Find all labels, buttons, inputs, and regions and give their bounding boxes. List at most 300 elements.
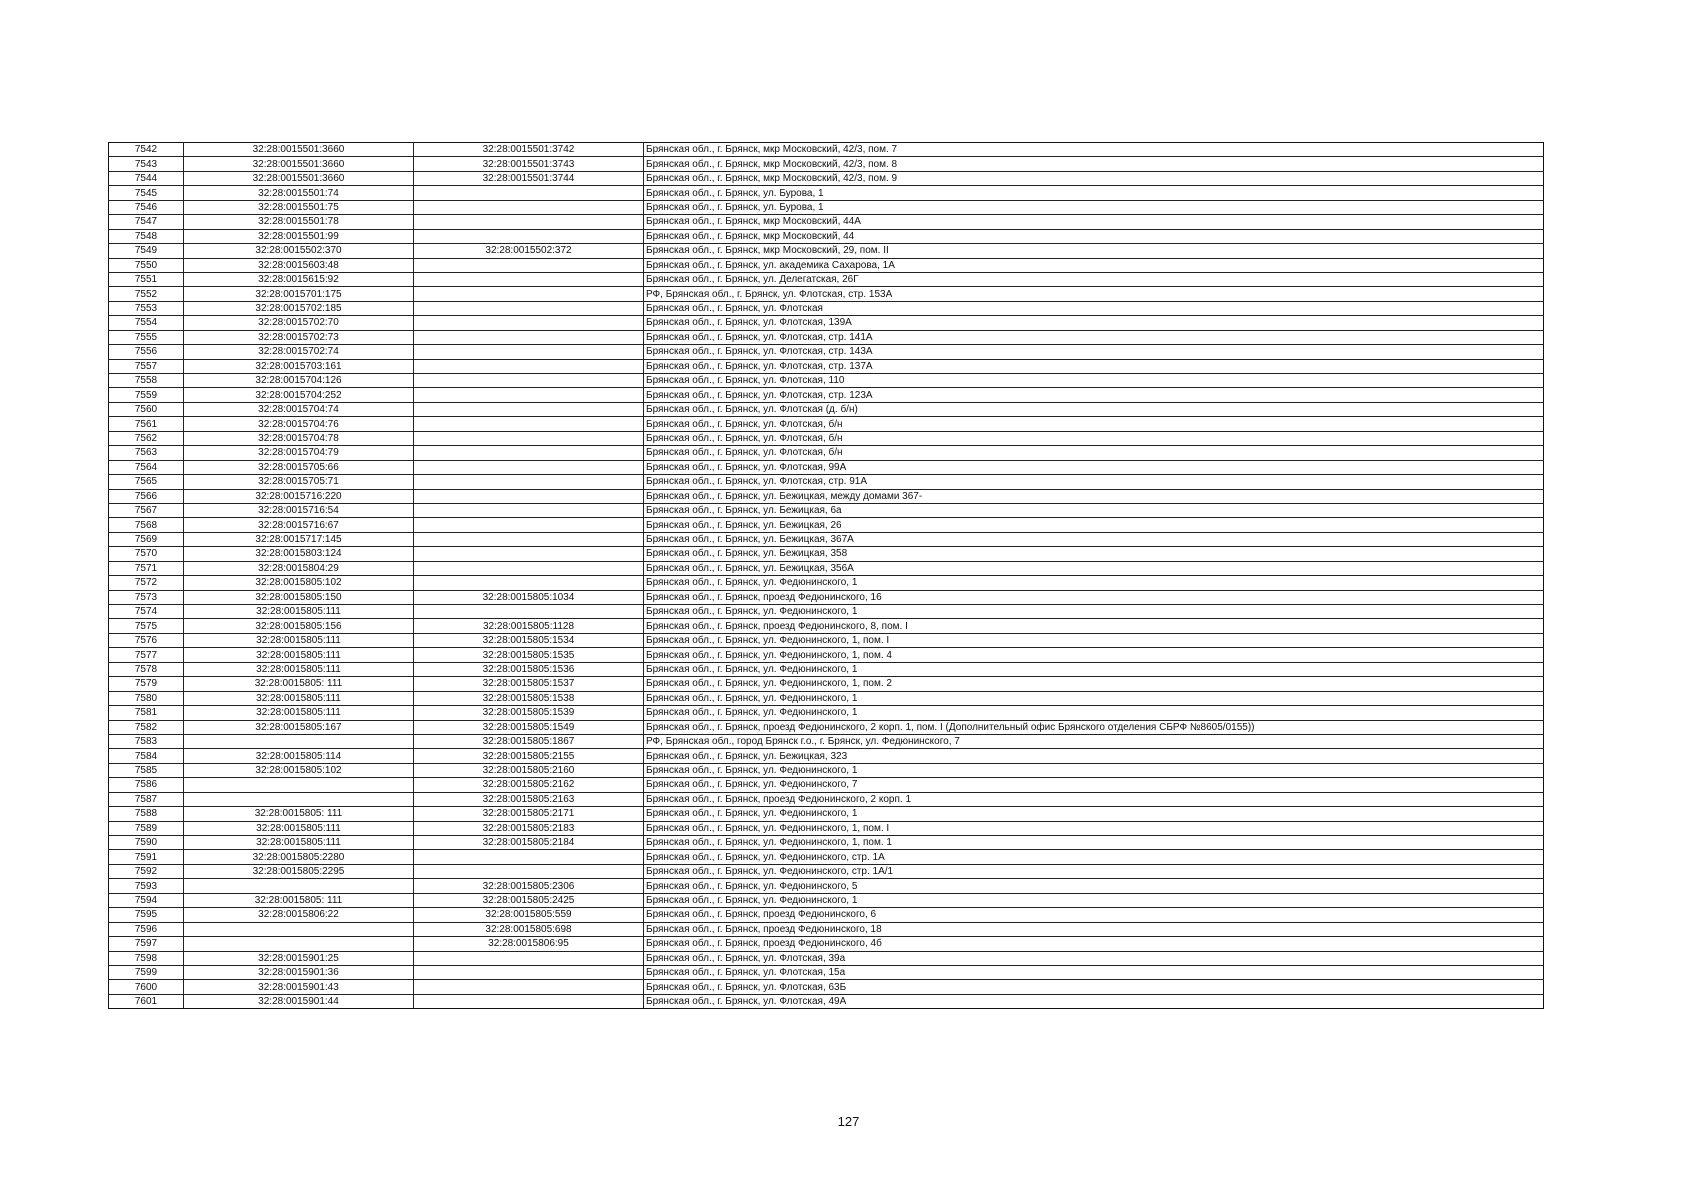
address-cell: Брянская обл., г. Брянск, проезд Федюнинского, 2 корп. 1 <box>644 792 1544 806</box>
cadastral-number-cell: 32:28:0015502:370 <box>184 244 414 258</box>
object-cadastral-number-cell <box>414 532 644 546</box>
row-number-cell: 7582 <box>109 720 184 734</box>
cadastral-number-cell <box>184 937 414 951</box>
row-number-cell: 7601 <box>109 994 184 1008</box>
cadastral-number-cell: 32:28:0015805:167 <box>184 720 414 734</box>
table-row <box>109 475 1544 489</box>
cadastral-number-cell: 32:28:0015805:2295 <box>184 864 414 878</box>
object-cadastral-number-cell <box>414 460 644 474</box>
cadastral-number-cell: 32:28:0015702:74 <box>184 345 414 359</box>
table-row <box>109 460 1544 474</box>
table-row <box>109 922 1544 936</box>
cadastral-number-cell: 32:28:0015805: 111 <box>184 893 414 907</box>
table-row <box>109 633 1544 647</box>
cadastral-number-cell: 32:28:0015704:252 <box>184 388 414 402</box>
table-row <box>109 431 1544 445</box>
object-cadastral-number-cell: 32:28:0015805:698 <box>414 922 644 936</box>
address-cell: Брянская обл., г. Брянск, ул. Флотская, стр. 141А <box>644 330 1544 344</box>
row-number-cell: 7555 <box>109 330 184 344</box>
table-row <box>109 258 1544 272</box>
object-cadastral-number-cell <box>414 994 644 1008</box>
address-cell: Брянская обл., г. Брянск, проезд Федюнинского, 18 <box>644 922 1544 936</box>
cadastral-number-cell: 32:28:0015803:124 <box>184 547 414 561</box>
row-number-cell: 7590 <box>109 836 184 850</box>
row-number-cell: 7560 <box>109 402 184 416</box>
row-number-cell: 7580 <box>109 691 184 705</box>
cadastral-number-cell <box>184 778 414 792</box>
object-cadastral-number-cell <box>414 215 644 229</box>
table-row <box>109 532 1544 546</box>
object-cadastral-number-cell: 32:28:0015805:1535 <box>414 648 644 662</box>
table-row <box>109 605 1544 619</box>
address-cell: РФ, Брянская обл., город Брянск г.о., г. Брянск, ул. Федюнинского, 7 <box>644 734 1544 748</box>
cadastral-number-cell: 32:28:0015703:161 <box>184 359 414 373</box>
table-row <box>109 691 1544 705</box>
table-row <box>109 316 1544 330</box>
row-number-cell: 7564 <box>109 460 184 474</box>
cadastral-number-cell: 32:28:0015705:66 <box>184 460 414 474</box>
row-number-cell: 7563 <box>109 446 184 460</box>
object-cadastral-number-cell <box>414 980 644 994</box>
row-number-cell: 7577 <box>109 648 184 662</box>
row-number-cell: 7571 <box>109 561 184 575</box>
object-cadastral-number-cell: 32:28:0015805:1536 <box>414 662 644 676</box>
cadastral-number-cell: 32:28:0015901:25 <box>184 951 414 965</box>
table-row <box>109 561 1544 575</box>
object-cadastral-number-cell: 32:28:0015805:559 <box>414 908 644 922</box>
row-number-cell: 7549 <box>109 244 184 258</box>
table-row <box>109 662 1544 676</box>
object-cadastral-number-cell: 32:28:0015805:2155 <box>414 749 644 763</box>
table-row <box>109 734 1544 748</box>
object-cadastral-number-cell: 32:28:0015501:3744 <box>414 171 644 185</box>
table-row <box>109 215 1544 229</box>
row-number-cell: 7585 <box>109 763 184 777</box>
cadastral-number-cell <box>184 734 414 748</box>
cadastral-number-cell: 32:28:0015805:111 <box>184 821 414 835</box>
address-cell: Брянская обл., г. Брянск, мкр Московский, 44А <box>644 215 1544 229</box>
table-row <box>109 619 1544 633</box>
table-row <box>109 330 1544 344</box>
cadastral-number-cell: 32:28:0015805:114 <box>184 749 414 763</box>
table-row <box>109 778 1544 792</box>
object-cadastral-number-cell <box>414 850 644 864</box>
table-row <box>109 345 1544 359</box>
row-number-cell: 7542 <box>109 143 184 157</box>
table-row <box>109 157 1544 171</box>
cadastral-number-cell: 32:28:0015805:102 <box>184 763 414 777</box>
table-row <box>109 720 1544 734</box>
address-cell: Брянская обл., г. Брянск, ул. академика Сахарова, 1А <box>644 258 1544 272</box>
table-row <box>109 792 1544 806</box>
object-cadastral-number-cell: 32:28:0015805:2160 <box>414 763 644 777</box>
object-cadastral-number-cell <box>414 345 644 359</box>
address-cell: Брянская обл., г. Брянск, ул. Флотская, 139А <box>644 316 1544 330</box>
table-row <box>109 547 1544 561</box>
object-cadastral-number-cell: 32:28:0015805:1537 <box>414 677 644 691</box>
cadastral-number-cell: 32:28:0015704:126 <box>184 374 414 388</box>
object-cadastral-number-cell <box>414 446 644 460</box>
row-number-cell: 7588 <box>109 807 184 821</box>
object-cadastral-number-cell: 32:28:0015805:2184 <box>414 836 644 850</box>
table-row <box>109 143 1544 157</box>
cadastral-number-cell: 32:28:0015805: 111 <box>184 807 414 821</box>
address-cell: Брянская обл., г. Брянск, ул. Федюнинского, 1 <box>644 763 1544 777</box>
table-row <box>109 229 1544 243</box>
object-cadastral-number-cell <box>414 503 644 517</box>
row-number-cell: 7599 <box>109 965 184 979</box>
table-row <box>109 850 1544 864</box>
row-number-cell: 7598 <box>109 951 184 965</box>
row-number-cell: 7562 <box>109 431 184 445</box>
cadastral-number-cell: 32:28:0015805:111 <box>184 706 414 720</box>
address-cell: Брянская обл., г. Брянск, ул. Федюнинского, 1 <box>644 691 1544 705</box>
object-cadastral-number-cell <box>414 287 644 301</box>
row-number-cell: 7579 <box>109 677 184 691</box>
object-cadastral-number-cell: 32:28:0015805:2425 <box>414 893 644 907</box>
cadastral-number-cell: 32:28:0015805:111 <box>184 662 414 676</box>
address-cell: Брянская обл., г. Брянск, ул. Федюнинского, 1 <box>644 576 1544 590</box>
row-number-cell: 7567 <box>109 503 184 517</box>
cadastral-number-cell: 32:28:0015501:99 <box>184 229 414 243</box>
object-cadastral-number-cell: 32:28:0015805:1539 <box>414 706 644 720</box>
cadastral-number-cell <box>184 922 414 936</box>
address-cell: Брянская обл., г. Брянск, проезд Федюнинского, 4б <box>644 937 1544 951</box>
object-cadastral-number-cell <box>414 316 644 330</box>
address-cell: Брянская обл., г. Брянск, ул. Бежицкая, между домами 367- <box>644 489 1544 503</box>
object-cadastral-number-cell <box>414 475 644 489</box>
registry-table-body <box>109 143 1544 1009</box>
address-cell: Брянская обл., г. Брянск, ул. Бежицкая, 6а <box>644 503 1544 517</box>
address-cell: Брянская обл., г. Брянск, ул. Флотская, стр. 143А <box>644 345 1544 359</box>
object-cadastral-number-cell: 32:28:0015805:1034 <box>414 590 644 604</box>
table-row <box>109 388 1544 402</box>
table-row <box>109 836 1544 850</box>
cadastral-number-cell: 32:28:0015702:185 <box>184 301 414 315</box>
address-cell: Брянская обл., г. Брянск, ул. Федюнинского, 5 <box>644 879 1544 893</box>
object-cadastral-number-cell <box>414 417 644 431</box>
table-row <box>109 503 1544 517</box>
object-cadastral-number-cell: 32:28:0015805:1534 <box>414 633 644 647</box>
row-number-cell: 7554 <box>109 316 184 330</box>
row-number-cell: 7596 <box>109 922 184 936</box>
cadastral-number-cell: 32:28:0015704:74 <box>184 402 414 416</box>
table-row <box>109 749 1544 763</box>
row-number-cell: 7574 <box>109 605 184 619</box>
object-cadastral-number-cell <box>414 229 644 243</box>
cadastral-number-cell: 32:28:0015805:111 <box>184 648 414 662</box>
address-cell: Брянская обл., г. Брянск, ул. Федюнинского, 1, пом. 2 <box>644 677 1544 691</box>
address-cell: Брянская обл., г. Брянск, проезд Федюнинского, 16 <box>644 590 1544 604</box>
cadastral-number-cell: 32:28:0015501:74 <box>184 186 414 200</box>
row-number-cell: 7568 <box>109 518 184 532</box>
cadastral-number-cell: 32:28:0015805:102 <box>184 576 414 590</box>
cadastral-number-cell: 32:28:0015805:150 <box>184 590 414 604</box>
table-row <box>109 374 1544 388</box>
object-cadastral-number-cell <box>414 388 644 402</box>
row-number-cell: 7594 <box>109 893 184 907</box>
object-cadastral-number-cell <box>414 272 644 286</box>
row-number-cell: 7572 <box>109 576 184 590</box>
address-cell: Брянская обл., г. Брянск, ул. Флотская, 39а <box>644 951 1544 965</box>
row-number-cell: 7551 <box>109 272 184 286</box>
address-cell: Брянская обл., г. Брянск, ул. Флотская, стр. 123А <box>644 388 1544 402</box>
table-row <box>109 244 1544 258</box>
address-cell: Брянская обл., г. Брянск, ул. Бежицкая, 356А <box>644 561 1544 575</box>
row-number-cell: 7583 <box>109 734 184 748</box>
address-cell: Брянская обл., г. Брянск, мкр Московский, 42/3, пом. 8 <box>644 157 1544 171</box>
address-cell: Брянская обл., г. Брянск, мкр Московский, 42/3, пом. 7 <box>644 143 1544 157</box>
address-cell: Брянская обл., г. Брянск, ул. Флотская (д. б/н) <box>644 402 1544 416</box>
table-row <box>109 287 1544 301</box>
row-number-cell: 7550 <box>109 258 184 272</box>
object-cadastral-number-cell: 32:28:0015805:2163 <box>414 792 644 806</box>
row-number-cell: 7591 <box>109 850 184 864</box>
object-cadastral-number-cell <box>414 547 644 561</box>
address-cell: Брянская обл., г. Брянск, проезд Федюнинского, 2 корп. 1, пом. I (Дополнительный офис Брянского отделения СБРФ №8605/0155)) <box>644 720 1544 734</box>
table-row <box>109 489 1544 503</box>
address-cell: Брянская обл., г. Брянск, ул. Федюнинского, стр. 1А/1 <box>644 864 1544 878</box>
cadastral-number-cell: 32:28:0015704:76 <box>184 417 414 431</box>
address-cell: Брянская обл., г. Брянск, ул. Федюнинского, 1, пом. 4 <box>644 648 1544 662</box>
table-row <box>109 893 1544 907</box>
cadastral-number-cell: 32:28:0015702:70 <box>184 316 414 330</box>
cadastral-number-cell: 32:28:0015716:54 <box>184 503 414 517</box>
table-row <box>109 677 1544 691</box>
cadastral-number-cell: 32:28:0015501:3660 <box>184 157 414 171</box>
object-cadastral-number-cell: 32:28:0015805:1867 <box>414 734 644 748</box>
cadastral-number-cell: 32:28:0015716:220 <box>184 489 414 503</box>
row-number-cell: 7600 <box>109 980 184 994</box>
address-cell: Брянская обл., г. Брянск, ул. Флотская, 99А <box>644 460 1544 474</box>
row-number-cell: 7578 <box>109 662 184 676</box>
row-number-cell: 7558 <box>109 374 184 388</box>
object-cadastral-number-cell: 32:28:0015501:3743 <box>414 157 644 171</box>
cadastral-number-cell: 32:28:0015806:22 <box>184 908 414 922</box>
address-cell: Брянская обл., г. Брянск, ул. Флотская, стр. 137А <box>644 359 1544 373</box>
table-row <box>109 272 1544 286</box>
table-row <box>109 821 1544 835</box>
row-number-cell: 7589 <box>109 821 184 835</box>
address-cell: Брянская обл., г. Брянск, проезд Федюнинского, 8, пом. I <box>644 619 1544 633</box>
table-row <box>109 908 1544 922</box>
address-cell: Брянская обл., г. Брянск, ул. Федюнинского, 1, пом. 1 <box>644 836 1544 850</box>
table-row <box>109 706 1544 720</box>
object-cadastral-number-cell: 32:28:0015805:1128 <box>414 619 644 633</box>
table-row <box>109 951 1544 965</box>
cadastral-number-cell: 32:28:0015901:43 <box>184 980 414 994</box>
table-row <box>109 965 1544 979</box>
address-cell: Брянская обл., г. Брянск, ул. Федюнинского, 1, пом. I <box>644 633 1544 647</box>
row-number-cell: 7595 <box>109 908 184 922</box>
cadastral-number-cell: 32:28:0015717:145 <box>184 532 414 546</box>
row-number-cell: 7552 <box>109 287 184 301</box>
cadastral-number-cell: 32:28:0015704:78 <box>184 431 414 445</box>
address-cell: Брянская обл., г. Брянск, ул. Флотская, б/н <box>644 431 1544 445</box>
table-row <box>109 402 1544 416</box>
address-cell: Брянская обл., г. Брянск, проезд Федюнинского, 6 <box>644 908 1544 922</box>
address-cell: Брянская обл., г. Брянск, ул. Флотская <box>644 301 1544 315</box>
cadastral-number-cell: 32:28:0015805:111 <box>184 633 414 647</box>
row-number-cell: 7548 <box>109 229 184 243</box>
row-number-cell: 7592 <box>109 864 184 878</box>
table-row <box>109 417 1544 431</box>
cadastral-number-cell <box>184 879 414 893</box>
table-row <box>109 879 1544 893</box>
object-cadastral-number-cell <box>414 951 644 965</box>
object-cadastral-number-cell <box>414 431 644 445</box>
address-cell: Брянская обл., г. Брянск, ул. Бежицкая, 367А <box>644 532 1544 546</box>
table-row <box>109 590 1544 604</box>
address-cell: Брянская обл., г. Брянск, ул. Бежицкая, 323 <box>644 749 1544 763</box>
cadastral-number-cell: 32:28:0015702:73 <box>184 330 414 344</box>
address-cell: Брянская обл., г. Брянск, ул. Флотская, 49А <box>644 994 1544 1008</box>
address-cell: Брянская обл., г. Брянск, ул. Делегатская, 26Г <box>644 272 1544 286</box>
row-number-cell: 7546 <box>109 200 184 214</box>
table-row <box>109 518 1544 532</box>
row-number-cell: 7543 <box>109 157 184 171</box>
cadastral-number-cell: 32:28:0015805:111 <box>184 836 414 850</box>
cadastral-number-cell: 32:28:0015705:71 <box>184 475 414 489</box>
row-number-cell: 7593 <box>109 879 184 893</box>
object-cadastral-number-cell: 32:28:0015805:1549 <box>414 720 644 734</box>
row-number-cell: 7557 <box>109 359 184 373</box>
row-number-cell: 7573 <box>109 590 184 604</box>
row-number-cell: 7570 <box>109 547 184 561</box>
address-cell: Брянская обл., г. Брянск, ул. Федюнинского, 1, пом. I <box>644 821 1544 835</box>
row-number-cell: 7584 <box>109 749 184 763</box>
cadastral-number-cell: 32:28:0015704:79 <box>184 446 414 460</box>
object-cadastral-number-cell <box>414 561 644 575</box>
cadastral-number-cell: 32:28:0015501:3660 <box>184 171 414 185</box>
address-cell: Брянская обл., г. Брянск, ул. Федюнинского, 7 <box>644 778 1544 792</box>
table-row <box>109 937 1544 951</box>
address-cell: Брянская обл., г. Брянск, мкр Московский, 29, пом. II <box>644 244 1544 258</box>
table-row <box>109 171 1544 185</box>
object-cadastral-number-cell <box>414 301 644 315</box>
row-number-cell: 7559 <box>109 388 184 402</box>
cadastral-number-cell: 32:28:0015805:2280 <box>184 850 414 864</box>
address-cell: Брянская обл., г. Брянск, ул. Флотская, стр. 91А <box>644 475 1544 489</box>
cadastral-number-cell: 32:28:0015805:111 <box>184 691 414 705</box>
object-cadastral-number-cell: 32:28:0015805:2306 <box>414 879 644 893</box>
object-cadastral-number-cell: 32:28:0015805:2171 <box>414 807 644 821</box>
table-row <box>109 994 1544 1008</box>
page-number: 127 <box>837 1114 860 1129</box>
row-number-cell: 7565 <box>109 475 184 489</box>
cadastral-number-cell: 32:28:0015901:44 <box>184 994 414 1008</box>
cadastral-number-cell: 32:28:0015501:78 <box>184 215 414 229</box>
address-cell: Брянская обл., г. Брянск, ул. Федюнинского, 1 <box>644 807 1544 821</box>
object-cadastral-number-cell <box>414 518 644 532</box>
object-cadastral-number-cell <box>414 489 644 503</box>
registry-table <box>108 142 1544 1009</box>
row-number-cell: 7576 <box>109 633 184 647</box>
row-number-cell: 7569 <box>109 532 184 546</box>
table-row <box>109 648 1544 662</box>
cadastral-number-cell: 32:28:0015615:92 <box>184 272 414 286</box>
table-row <box>109 864 1544 878</box>
row-number-cell: 7566 <box>109 489 184 503</box>
row-number-cell: 7581 <box>109 706 184 720</box>
row-number-cell: 7575 <box>109 619 184 633</box>
object-cadastral-number-cell <box>414 576 644 590</box>
row-number-cell: 7544 <box>109 171 184 185</box>
row-number-cell: 7586 <box>109 778 184 792</box>
object-cadastral-number-cell <box>414 965 644 979</box>
cadastral-number-cell: 32:28:0015701:175 <box>184 287 414 301</box>
cadastral-number-cell <box>184 792 414 806</box>
object-cadastral-number-cell: 32:28:0015806:95 <box>414 937 644 951</box>
address-cell: Брянская обл., г. Брянск, ул. Федюнинского, 1 <box>644 662 1544 676</box>
row-number-cell: 7545 <box>109 186 184 200</box>
table-row <box>109 200 1544 214</box>
address-cell: Брянская обл., г. Брянск, ул. Флотская, б/н <box>644 446 1544 460</box>
cadastral-number-cell: 32:28:0015901:36 <box>184 965 414 979</box>
cadastral-number-cell: 32:28:0015603:48 <box>184 258 414 272</box>
object-cadastral-number-cell <box>414 330 644 344</box>
address-cell: РФ, Брянская обл., г. Брянск, ул. Флотская, стр. 153А <box>644 287 1544 301</box>
object-cadastral-number-cell <box>414 864 644 878</box>
address-cell: Брянская обл., г. Брянск, мкр Московский, 42/3, пом. 9 <box>644 171 1544 185</box>
object-cadastral-number-cell <box>414 258 644 272</box>
cadastral-number-cell: 32:28:0015501:3660 <box>184 143 414 157</box>
address-cell: Брянская обл., г. Брянск, ул. Федюнинского, 1 <box>644 706 1544 720</box>
address-cell: Брянская обл., г. Брянск, ул. Бурова, 1 <box>644 186 1544 200</box>
address-cell: Брянская обл., г. Брянск, ул. Федюнинского, стр. 1А <box>644 850 1544 864</box>
address-cell: Брянская обл., г. Брянск, ул. Флотская, 15а <box>644 965 1544 979</box>
row-number-cell: 7587 <box>109 792 184 806</box>
table-row <box>109 980 1544 994</box>
cadastral-number-cell: 32:28:0015804:29 <box>184 561 414 575</box>
table-row <box>109 359 1544 373</box>
address-cell: Брянская обл., г. Брянск, ул. Бурова, 1 <box>644 200 1544 214</box>
row-number-cell: 7547 <box>109 215 184 229</box>
table-row <box>109 763 1544 777</box>
address-cell: Брянская обл., г. Брянск, мкр Московский, 44 <box>644 229 1544 243</box>
object-cadastral-number-cell <box>414 200 644 214</box>
object-cadastral-number-cell: 32:28:0015805:2162 <box>414 778 644 792</box>
object-cadastral-number-cell <box>414 186 644 200</box>
table-row <box>109 576 1544 590</box>
object-cadastral-number-cell: 32:28:0015805:1538 <box>414 691 644 705</box>
object-cadastral-number-cell <box>414 605 644 619</box>
table-row <box>109 186 1544 200</box>
row-number-cell: 7597 <box>109 937 184 951</box>
cadastral-number-cell: 32:28:0015805: 111 <box>184 677 414 691</box>
object-cadastral-number-cell: 32:28:0015501:3742 <box>414 143 644 157</box>
object-cadastral-number-cell <box>414 402 644 416</box>
row-number-cell: 7561 <box>109 417 184 431</box>
object-cadastral-number-cell <box>414 374 644 388</box>
address-cell: Брянская обл., г. Брянск, ул. Флотская, 110 <box>644 374 1544 388</box>
cadastral-number-cell: 32:28:0015805:156 <box>184 619 414 633</box>
object-cadastral-number-cell: 32:28:0015502:372 <box>414 244 644 258</box>
address-cell: Брянская обл., г. Брянск, ул. Флотская, б/н <box>644 417 1544 431</box>
table-row <box>109 301 1544 315</box>
row-number-cell: 7556 <box>109 345 184 359</box>
address-cell: Брянская обл., г. Брянск, ул. Флотская, 63Б <box>644 980 1544 994</box>
table-row <box>109 446 1544 460</box>
object-cadastral-number-cell: 32:28:0015805:2183 <box>414 821 644 835</box>
cadastral-number-cell: 32:28:0015501:75 <box>184 200 414 214</box>
cadastral-number-cell: 32:28:0015716:67 <box>184 518 414 532</box>
address-cell: Брянская обл., г. Брянск, ул. Бежицкая, 358 <box>644 547 1544 561</box>
object-cadastral-number-cell <box>414 359 644 373</box>
table-row <box>109 807 1544 821</box>
address-cell: Брянская обл., г. Брянск, ул. Федюнинского, 1 <box>644 605 1544 619</box>
cadastral-number-cell: 32:28:0015805:111 <box>184 605 414 619</box>
